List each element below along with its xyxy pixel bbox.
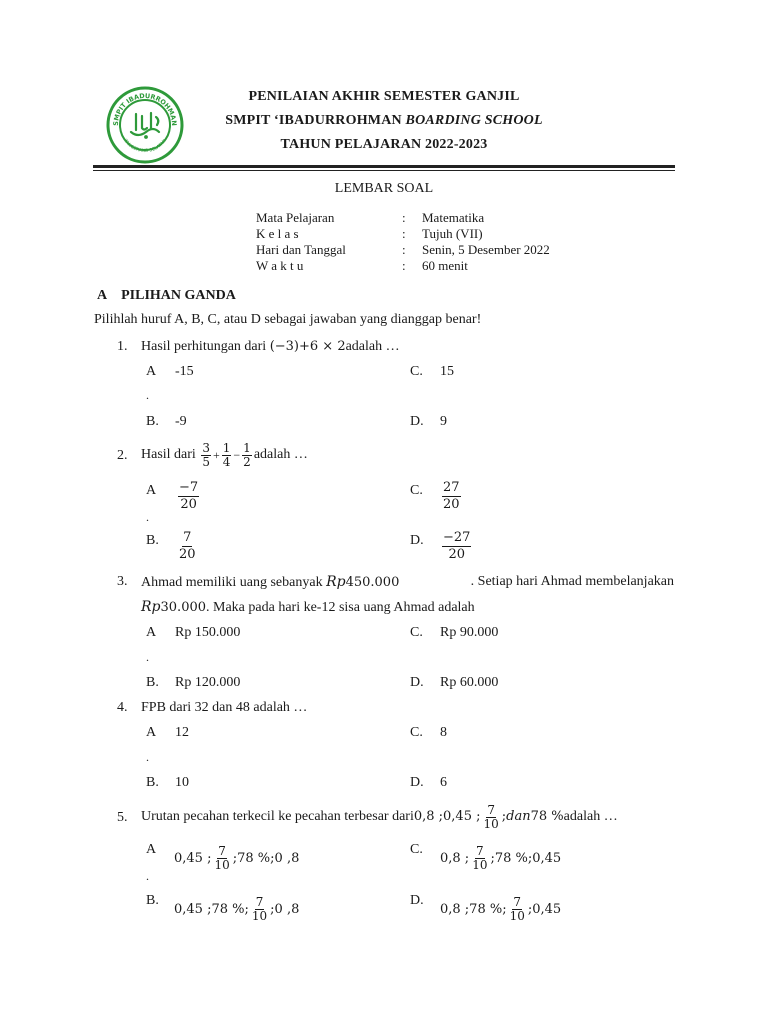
math-pre: 0,8 ; <box>440 850 470 866</box>
info-label: Mata Pelajaran <box>256 210 335 225</box>
info-row <box>256 258 586 274</box>
logo-ring-bottom-text: TANGERANG SELATAN <box>122 138 168 155</box>
info-value: Tujuh (VII) <box>422 226 483 241</box>
option-letter: D. <box>410 414 424 429</box>
q3-line1-start <box>141 572 399 593</box>
option-math <box>440 841 561 875</box>
option-letter: D. <box>410 675 424 690</box>
fraction <box>222 442 232 469</box>
section-letter: A <box>97 288 108 303</box>
fraction <box>242 442 252 469</box>
option-letter: C. <box>410 842 423 857</box>
math-pre: 0,45 ; <box>174 850 212 866</box>
option-letter: C. <box>410 725 423 740</box>
option-letter: D. <box>410 533 424 548</box>
question-number: 3. <box>117 574 128 589</box>
option-text: -9 <box>175 414 187 429</box>
stray-dot: . <box>146 510 149 524</box>
header-rule-thin <box>93 170 675 171</box>
info-value: Matematika <box>422 210 485 225</box>
school-name-italic: BOARDING SCHOOL <box>405 113 543 128</box>
fraction <box>483 804 500 831</box>
option-text: 6 <box>440 775 447 790</box>
option-text: Rp 150.000 <box>175 625 241 640</box>
info-value: Senin, 5 Desember 2022 <box>422 242 550 257</box>
denominator: 10 <box>483 816 499 831</box>
numerator: 3 <box>202 440 210 455</box>
option-text: Rp 60.000 <box>440 675 499 690</box>
option-text: Rp 90.000 <box>440 625 499 640</box>
stray-dot: . <box>146 388 149 402</box>
option-text: 8 <box>440 725 447 740</box>
question-text: FPB dari 32 dan 48 adalah … <box>141 700 308 715</box>
denominator: 2 <box>243 454 251 469</box>
info-value: 60 menit <box>422 258 468 273</box>
option-letter: B. <box>146 775 159 790</box>
math-expression: ; <box>501 809 507 824</box>
school-name-prefix: SMPIT ‘IBADURROHMAN <box>225 113 406 128</box>
option-fraction <box>440 530 473 563</box>
math-post: ;0 ,8 <box>270 901 300 917</box>
math-word: dan <box>506 809 531 824</box>
info-label: K e l a s <box>256 226 299 241</box>
stray-dot: . <box>146 650 149 664</box>
question-text-prefix: Hasil dari <box>141 447 196 462</box>
info-sep: : <box>402 258 406 273</box>
numerator: 7 <box>476 843 484 858</box>
academic-year: TAHUN PELAJARAN 2022-2023 <box>280 137 488 152</box>
option-fraction <box>176 480 201 513</box>
info-row <box>256 242 586 258</box>
question-number: 1. <box>117 339 128 354</box>
question-number: 5. <box>117 810 128 825</box>
question-text <box>141 800 618 834</box>
section-name: PILIHAN GANDA <box>121 288 236 303</box>
question-number: 4. <box>117 700 128 715</box>
numerator: −27 <box>443 530 471 545</box>
denominator: 10 <box>472 857 488 872</box>
question-text-suffix: adalah … <box>253 447 308 462</box>
text: . Maka pada hari ke-12 sisa uang Ahmad adalah <box>206 600 475 615</box>
info-row <box>256 210 586 226</box>
amount: 30.000 <box>160 600 207 615</box>
info-sep: : <box>402 226 406 241</box>
option-letter: A <box>146 625 157 640</box>
info-label: Hari dan Tanggal <box>256 242 346 257</box>
question-text <box>141 438 308 472</box>
header-rule-thick <box>93 165 675 168</box>
fraction <box>201 442 211 469</box>
option-letter: C. <box>410 483 423 498</box>
denominator: 20 <box>443 497 460 512</box>
stray-dot: . <box>146 869 149 883</box>
stray-dot: . <box>146 750 149 764</box>
numerator: 7 <box>487 802 495 817</box>
option-math <box>440 892 561 926</box>
info-sep: : <box>402 210 406 225</box>
math-post: ;78 %;0,45 <box>490 850 562 866</box>
option-letter: C. <box>410 625 423 640</box>
fraction <box>471 845 488 872</box>
option-letter: D. <box>410 893 424 908</box>
option-letter: B. <box>146 893 159 908</box>
currency: Rp <box>141 599 161 615</box>
info-table <box>256 210 586 274</box>
option-letter: A <box>146 725 157 740</box>
denominator: 4 <box>222 454 231 469</box>
question-text-line2 <box>141 597 475 618</box>
operator: + <box>212 448 220 462</box>
question-number: 2. <box>117 448 128 463</box>
info-sep: : <box>402 242 406 257</box>
math-pre: 0,8 ;78 %; <box>440 901 507 917</box>
numerator: 7 <box>183 530 192 545</box>
amount: 450.000 <box>345 575 400 590</box>
numerator: −7 <box>179 480 199 495</box>
option-letter: B. <box>146 414 159 429</box>
text: Ahmad memiliki uang sebanyak <box>141 575 327 590</box>
question-text-prefix: Urutan pecahan terkecil ke pecahan terbesar dari <box>141 809 414 824</box>
option-letter: B. <box>146 533 159 548</box>
numerator: 1 <box>222 440 231 455</box>
question-text-prefix: Hasil perhitungan dari <box>141 339 270 354</box>
option-text: -15 <box>175 364 194 379</box>
fraction <box>213 845 230 872</box>
option-letter: A <box>146 483 157 498</box>
option-math <box>174 841 299 875</box>
math-expression: 0,8 ;0,45 ; <box>413 809 481 824</box>
instruction: Pilihlah huruf A, B, C, atau D sebagai jawaban yang dianggap benar! <box>94 312 482 327</box>
numerator: 7 <box>513 894 522 909</box>
option-text: 15 <box>440 364 454 379</box>
question-text-suffix: adalah … <box>345 339 400 354</box>
numerator: 1 <box>243 440 251 455</box>
denominator: 20 <box>448 547 465 562</box>
q3-line1-end: . Setiap hari Ahmad membelanjakan <box>470 574 674 589</box>
option-letter: C. <box>410 364 423 379</box>
school-name <box>0 113 768 129</box>
option-fraction <box>440 480 463 513</box>
math-expression: 78 % <box>530 809 564 824</box>
question-text-suffix: adalah … <box>563 809 618 824</box>
denominator: 10 <box>251 908 268 923</box>
fraction <box>509 896 526 923</box>
numerator: 27 <box>443 480 460 495</box>
option-letter: B. <box>146 675 159 690</box>
option-text: 12 <box>175 725 189 740</box>
question-text-line1 <box>141 572 674 593</box>
denominator: 5 <box>202 454 210 469</box>
option-letter: A <box>146 364 157 379</box>
option-fraction <box>176 530 199 563</box>
option-text: Rp 120.000 <box>175 675 241 690</box>
info-row <box>256 226 586 242</box>
denominator: 10 <box>214 857 230 872</box>
math-expression: (−3)+6 × 2 <box>269 339 346 354</box>
option-letter: D. <box>410 775 424 790</box>
option-letter: A <box>146 842 157 857</box>
exam-title-line1: PENILAIAN AKHIR SEMESTER GANJIL <box>248 89 520 104</box>
math-pre: 0,45 ;78 %; <box>174 901 249 917</box>
option-text: 9 <box>440 414 447 429</box>
info-label: W a k t u <box>256 258 304 273</box>
denominator: 20 <box>179 547 196 562</box>
operator: − <box>233 448 241 462</box>
section-heading <box>97 288 236 304</box>
numerator: 7 <box>255 894 264 909</box>
denominator: 20 <box>180 497 197 512</box>
math-post: ;78 %;0 ,8 <box>232 850 300 866</box>
math-post: ;0,45 <box>527 901 562 917</box>
fraction <box>251 896 268 923</box>
sheet-title: LEMBAR SOAL <box>334 181 434 196</box>
option-text: 10 <box>175 775 189 790</box>
logo-ring-top-text: SMPIT IBADURROHMAN <box>111 91 179 127</box>
currency: Rp <box>326 574 346 590</box>
numerator: 7 <box>218 843 226 858</box>
option-math <box>174 892 299 926</box>
question-text <box>141 337 400 357</box>
denominator: 10 <box>509 908 525 923</box>
